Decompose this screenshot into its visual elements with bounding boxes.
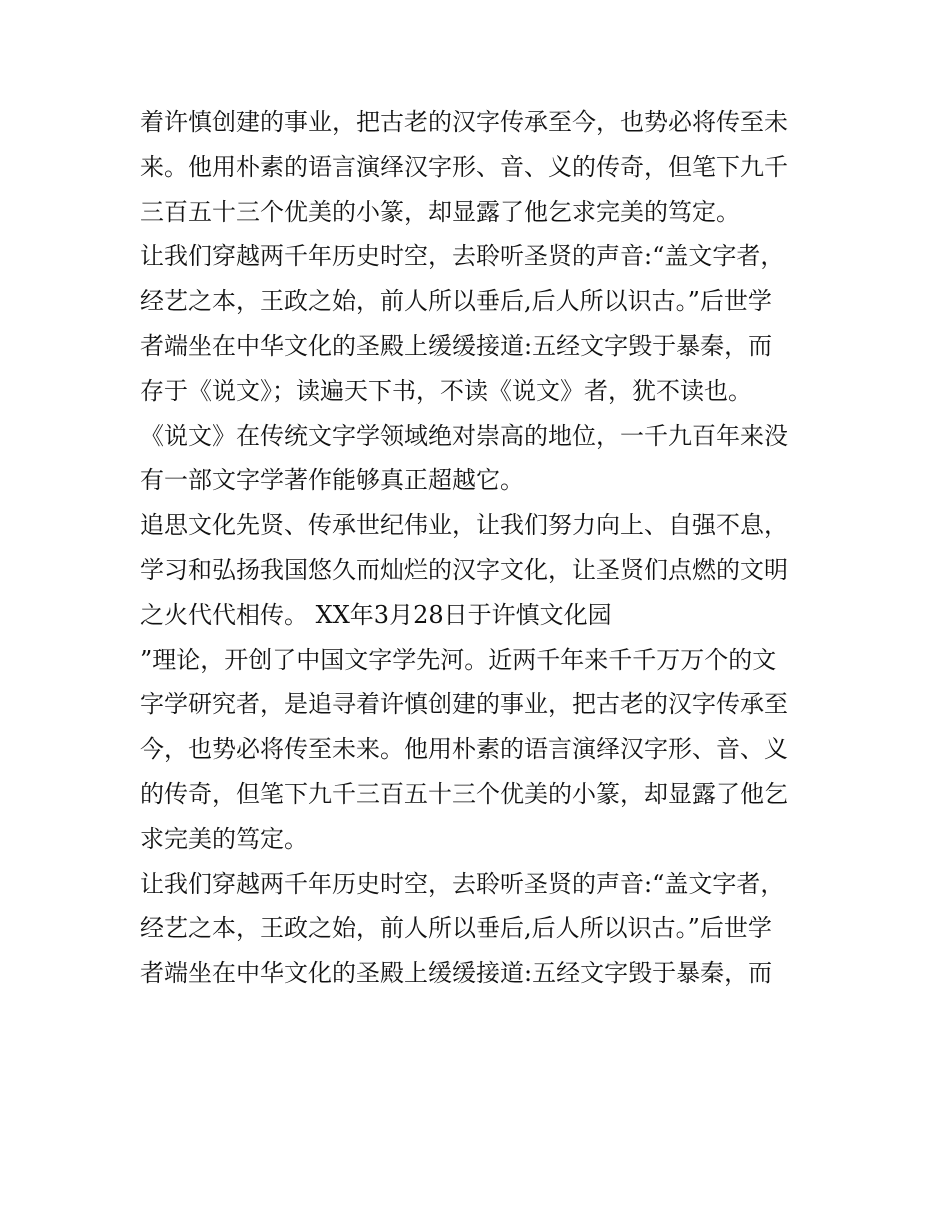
text-line: 追思文化先贤、传承世纪伟业，让我们努力向上、自强不息， bbox=[140, 511, 788, 540]
text-line: 者端坐在中华文化的圣殿上缓缓接道:五经文字毁于暴秦，而 bbox=[140, 959, 773, 988]
document-body-text bbox=[140, 100, 830, 996]
text-line: 字学研究者，是追寻着许慎创建的事业，把古老的汉字传承至 bbox=[140, 690, 788, 719]
text-line: 求完美的笃定。 bbox=[140, 824, 308, 853]
text-line: 的传奇，但笔下九千三百五十三个优美的小篆，却显露了他乞 bbox=[140, 779, 788, 808]
text-line: 今，也势必将传至未来。他用朴素的语言演绎汉字形、音、义 bbox=[140, 735, 788, 764]
text-line: 《说文》在传统文字学领域绝对崇高的地位，一千九百年来没 bbox=[140, 421, 788, 450]
text-line: 着许慎创建的事业，把古老的汉字传承至今，也势必将传至未 bbox=[140, 108, 788, 136]
text-line: ”理论，开创了中国文字学先河。近两千年来千千万万个的文 bbox=[140, 645, 777, 674]
text-line: 经艺之本，王政之始，前人所以垂后,后人所以识古。”后世学 bbox=[140, 287, 772, 316]
text-line: 之火代代相传。 XX年3月28日于许慎文化园 bbox=[140, 600, 612, 629]
text-line: 有一部文字学著作能够真正超越它。 bbox=[140, 466, 524, 495]
text-line: 学习和弘扬我国悠久而灿烂的汉字文化，让圣贤们点燃的文明 bbox=[140, 555, 788, 584]
text-line: 让我们穿越两千年历史时空，去聆听圣贤的声音:“盖文字者， bbox=[140, 242, 785, 271]
text-line: 存于《说文》；读遍天下书，不读《说文》者，犹不读也。 bbox=[140, 376, 752, 405]
text-line: 来。他用朴素的语言演绎汉字形、音、义的传奇，但笔下九千 bbox=[140, 152, 788, 181]
text-line: 让我们穿越两千年历史时空，去聆听圣贤的声音:“盖文字者， bbox=[140, 869, 785, 898]
text-line: 者端坐在中华文化的圣殿上缓缓接道:五经文字毁于暴秦，而 bbox=[140, 331, 773, 360]
text-line: 三百五十三个优美的小篆，却显露了他乞求完美的笃定。 bbox=[140, 197, 740, 226]
text-line: 经艺之本，王政之始，前人所以垂后,后人所以识古。”后世学 bbox=[140, 914, 772, 943]
